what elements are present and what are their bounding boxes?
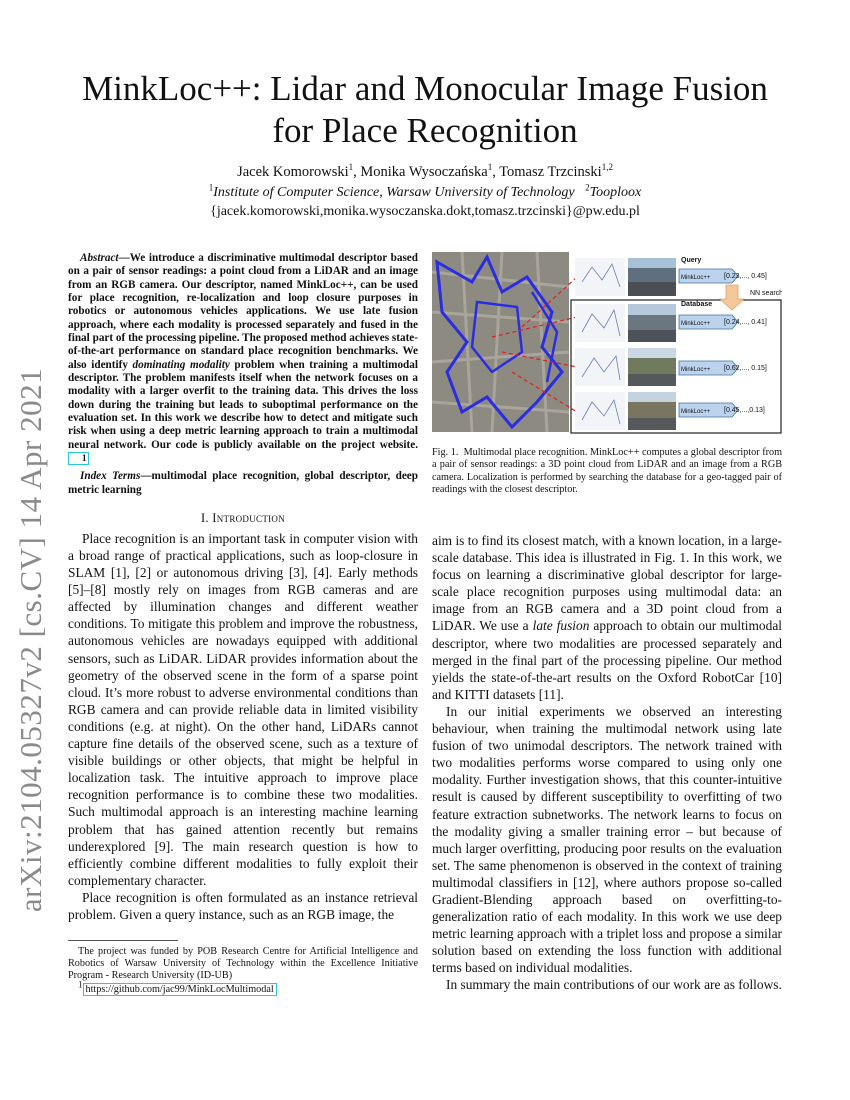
intro-paragraph-1: Place recognition is an important task in computer vision with a broad range of practical applications, such as loop-closure in SLAM [1], [2] or autonomous driving [3], [4]. Early methods [5]–[8] mostly rely on images from RGB cameras and are affected by illumination changes and different weather conditions. To mitigate this problem and improve the robustness, autonomous vehicles are nowadays equipped with additional sensors, such as LiDAR. LiDAR provides information about the geometry of the observed scene in the form of a sparse point cloud. It’s more robust to adverse environmental conditions than RGB camera and can provide reliable data in limited visibility conditions (e.g. at night). On the other hand, LiDARs cannot capture fine details of the observed scene, such as a texture of visible buildings or other objects, that might be helpful in localization task. The intuitive approach to improve place recognition performance is to combine these two modalities. Such multimodal approach is an interesting machine learning problem that has gained attention recently but remains underexplored [9]. The main research question is how to efficiently combine different modalities to fully exploit their complementary character. [68,530,418,888]
minkloc-box-db3: MinkLoc++ [681,409,711,415]
query-label: Query [681,257,702,264]
affil-2-mark: 2 [585,182,590,193]
nn-search-arrow [720,285,744,310]
nn-search-label: NN search [750,290,782,297]
author-3: Tomasz Trzcinski [499,164,602,180]
minkloc-box-db1: MinkLoc++ [681,321,711,327]
author-list: Jacek Komorowski$^1$, Monika Wysoczańska$^1$, Tomasz Trzcinski$^{1,2}$ [237,162,613,180]
footnote-link[interactable]: 1 [68,452,89,465]
intro-p3-b: approach to obtain our multimodal descriptor, where two modalities are processed separately and merged in the final part of the processing pipeline. Our method yields the state-of-the-art results on the Oxford RobotCar [10] and KITTI datasets [11]. [432,618,782,702]
affiliation-1: Institute of Computer Science, Warsaw University of Technology [213,185,575,200]
minkloc-box-db2: MinkLoc++ [681,367,711,373]
figure-caption [432,447,782,496]
index-terms-label: Index Terms [80,470,141,483]
author-1: Jacek Komorowski [237,164,349,180]
arxiv-id: arXiv:2104.05327v2 [cs.CV] 14 Apr 2021 [13,367,49,913]
map-image [432,252,569,432]
db-descriptor-3: [0.45,...,0.13] [724,407,765,414]
query-row [575,258,738,296]
intro-paragraph-3 [432,532,782,703]
query-descriptor: [0.23,..., 0.45] [724,273,767,280]
figure-caption-text: Multimodal place recognition. MinkLoc++ computes a global descriptor from a pair of sensor readings: a 3D point cloud from LiDAR and an image from a RGB camera. Localization is performed by searching the database for a geo-tagged pair of readings with the closest descriptor. [432,447,782,495]
db-descriptor-2: [0.62,..., 0.15] [724,365,767,372]
db-row-1 [575,304,738,342]
left-column [68,252,418,923]
footnote-url [78,979,277,996]
arxiv-stamp [8,290,54,990]
database-label: Database [681,301,713,308]
footnote-url-mark: 1 [78,979,83,990]
paper-title: MinkLoc++: Lidar and Monocular Image Fusion for Place Recognition [82,69,768,150]
affiliation-2: Tooploox [589,185,642,200]
index-terms-text: —multimodal place recognition, global descriptor, deep metric learning [68,470,418,496]
db-row-3 [575,392,738,430]
abstract-text-b: problem when training a multimodal descriptor. The problem manifests itself when the network focuses on a modality with a larger overfit to the training data. This drives the loss down during the training but leads to suboptimal performance on the evaluation set. In this work we describe how to detect and mitigate such risk when using a deep metric learning approach to train a multimodal neural network. Our code is publicly available on the project website. [68,358,418,451]
db-row-2 [575,348,738,386]
intro-p3-a: aim is to find its closest match, with a known location, in a large-scale database. This idea is illustrated in Fig. 1. In this work, we focus on learning a discriminative global descriptor for large-scale place recognition purposes using multimodal data: an image from an RGB camera and a 3D point cloud from a LiDAR. We use a [432,533,782,634]
intro-paragraph-2: Place recognition is often formulated as an instance retrieval problem. Given a query instance, such as an RGB image, the [68,889,418,922]
author-emails: {jacek.komorowski,monika.wysoczanska.dokt,tomasz.trzcinski}@pw.edu.pl [210,204,640,219]
index-terms [68,470,418,497]
abstract-text-a: —We introduce a discriminative multimodal descriptor based on a pair of sensor readings: a point cloud from a LiDAR and an image from an RGB camera. Our descriptor, named MinkLoc++, can be used for place recognition, re-localization and loop closure purposes in robotics or autonomous vehicles applications. We use late fusion approach, where each modality is processed separately and fused in the final part of the processing pipeline. The proposed method achieves state-of-the-art performance on standard place recognition benchmarks. We also identify [68,252,418,371]
footnote-funding: The project was funded by POB Research Centre for Artificial Intelligence and Robotics of Warsaw University of Technology within the Excellence Initiative Program - Research University (ID-UB) [68,946,418,982]
abstract [68,252,418,470]
affiliations [60,184,790,202]
author-2-affil: 1 [487,162,493,173]
author-3-affil: 1,2 [601,162,613,173]
abstract-emph: dominating modality [132,358,230,371]
project-url-link[interactable]: https://github.com/jac99/MinkLocMultimodal [83,983,277,996]
author-1-affil: 1 [348,162,354,173]
minkloc-box-query: MinkLoc++ [681,275,711,281]
intro-p3-emph: late fusion [532,618,590,634]
figure-1 [432,252,782,436]
right-column [432,532,782,994]
abstract-label: Abstract [80,252,119,264]
figure-label: Fig. 1. [432,447,459,458]
section-heading-introduction: I. Introduction [200,510,286,525]
footnote-rule [68,940,178,941]
intro-paragraph-4: In our initial experiments we observed an interesting behaviour, when training the multimodal network using late fusion of two unimodal descriptors. The network trained with two modalities performs worse compared to using only one modality. Further investigation shows, that this counter-intuitive result is caused by different susceptibility to overfitting of two feature extraction subnetworks. The network learns to focus on the modality giving a smaller training error – but because of much larger overfitting, producing poor results on the evaluation set. The same phenomenon is observed in the context of training multimodal classifiers in [12], where authors propose so-called Gradient-Blending approach based on overfitting-to-generalization ratio of each modality. In this work we use deep metric learning approach with a triplet loss and propose a similar solution based on extending the loss function with additional terms based on individual modalities. [432,703,782,976]
author-2: Monika Wysoczańska [360,164,488,180]
intro-paragraph-5: In summary the main contributions of our work are as follows. [446,977,782,993]
db-descriptor-1: [0.24,..., 0.41] [724,319,767,326]
affil-1-mark: 1 [208,182,214,193]
